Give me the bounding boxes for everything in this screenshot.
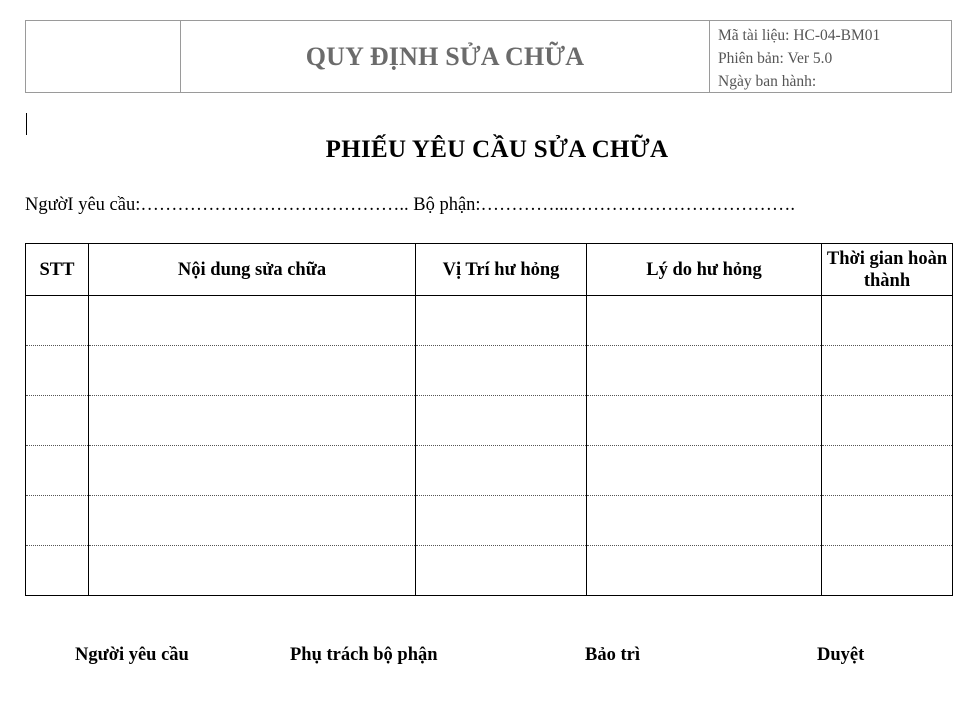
doc-code: Mã tài liệu: HC-04-BM01 [718,27,881,44]
table-cell[interactable] [587,496,822,546]
table-cell[interactable] [26,296,89,346]
table-row [26,546,953,596]
table-cell[interactable] [822,346,953,396]
requester-department-line[interactable]: NgườI yêu cầu:…………………………………….. Bộ phận:…………...………………………………. [25,195,796,215]
regulation-title: QUY ĐỊNH SỬA CHỮA [181,21,710,92]
form-title: PHIẾU YÊU CẦU SỬA CHỮA [325,136,669,163]
table-row [26,446,953,496]
table-cell[interactable] [26,546,89,596]
table-cell[interactable] [587,346,822,396]
table-row [26,346,953,396]
column-header: Nội dung sửa chữa [89,244,416,296]
table-cell[interactable] [89,546,416,596]
table-cell[interactable] [822,546,953,596]
issue-date: Ngày ban hành: [718,73,817,90]
table-cell[interactable] [26,496,89,546]
table-row [26,496,953,546]
table-cell[interactable] [416,396,587,446]
table-cell[interactable] [416,446,587,496]
table-cell[interactable] [416,546,587,596]
table-cell[interactable] [26,346,89,396]
table-cell[interactable] [587,446,822,496]
doc-version: Phiên bản: Ver 5.0 [718,50,833,67]
table-cell[interactable] [89,296,416,346]
table-cell[interactable] [416,296,587,346]
table-cell[interactable] [822,396,953,446]
table-cell[interactable] [587,546,822,596]
document-header [25,20,952,93]
column-header: Vị Trí hư hỏng [416,244,587,296]
table-cell[interactable] [89,396,416,446]
column-header: STT [26,244,89,296]
logo-cell [26,21,181,92]
table-cell[interactable] [89,496,416,546]
table-cell[interactable] [822,446,953,496]
text-cursor [26,113,27,135]
table-row [26,296,953,346]
column-header: Lý do hư hỏng [587,244,822,296]
table-row [26,396,953,446]
document-meta [710,21,951,92]
repair-request-table [25,243,953,596]
table-cell[interactable] [416,346,587,396]
signature-dept-head: Phụ trách bộ phận [290,645,438,665]
table-cell[interactable] [89,446,416,496]
table-cell[interactable] [89,346,416,396]
column-header: Thời gian hoàn thành [822,244,953,296]
table-cell[interactable] [587,296,822,346]
table-cell[interactable] [416,496,587,546]
table-cell[interactable] [587,396,822,446]
table-header-row [26,244,953,296]
signature-approval: Duyệt [817,645,865,665]
table-cell[interactable] [26,446,89,496]
table-cell[interactable] [26,396,89,446]
table-cell[interactable] [822,296,953,346]
signature-requester: Người yêu cầu [75,645,189,665]
signature-maintenance: Bảo trì [585,645,640,665]
table-cell[interactable] [822,496,953,546]
